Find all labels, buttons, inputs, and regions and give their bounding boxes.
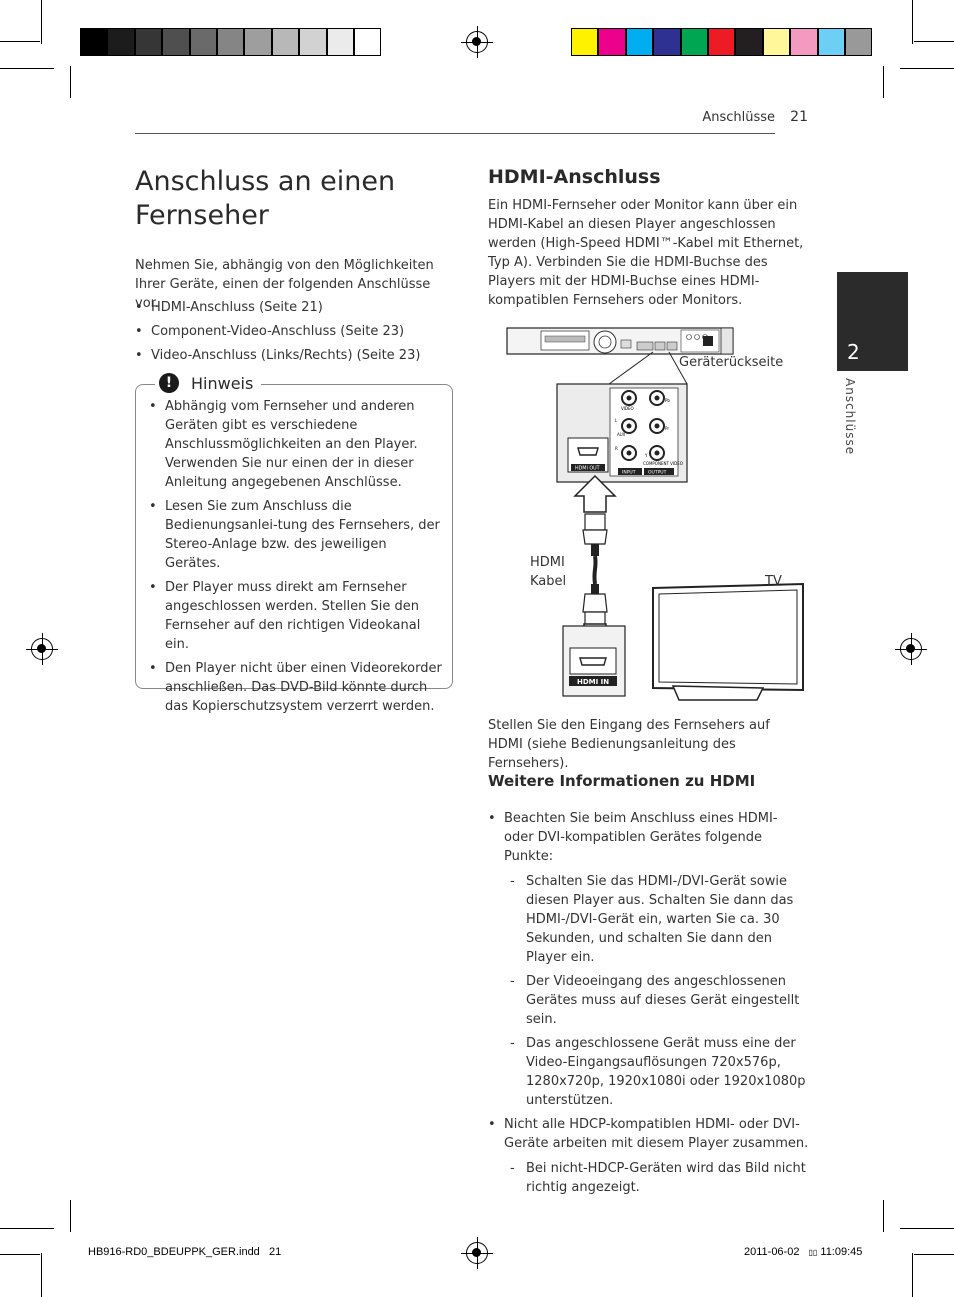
chapter-label: Anschlüsse [843, 378, 857, 456]
color-swatch [80, 28, 107, 56]
header-section: Anschlüsse [702, 110, 775, 125]
warning-icon: ! [159, 373, 179, 393]
color-swatch [598, 28, 625, 56]
list-item: • Beachten Sie beim Anschluss eines HDMI- oder DVI-kompatiblen Gerätes folgende Punkte: - Schalten Sie das HDMI-/DVI-Gerät sowie diesen Player aus. Schalten Sie dann das HDMI-/DVI-Gerät ein, warten Sie ca. 30 Sekunden, und schalten Sie dann den Player ein. - Der Videoeingang des angeschlossenen Gerätes muss auf dieses Gerät eingestellt sein. - Das angeschlossene Gerät muss eine der Video-Eingangsauflösungen 720x576p, 1280x720p, 1920x1080i oder 1920x1080p unterstützen. [488, 809, 810, 1110]
color-swatch [708, 28, 735, 56]
port-video-label: VIDEO [621, 406, 634, 411]
list-item: • Nicht alle HDCP-kompatiblen HDMI- oder DVI-Geräte arbeiten mit diesem Player zusammen. - Bei nicht-HDCP-Geräten wird das Bild nicht richtig angezeigt. [488, 1115, 810, 1197]
registration-mark-top-icon [466, 31, 488, 53]
chapter-tab [837, 272, 908, 371]
color-swatch [299, 28, 326, 56]
list-item: • Component-Video-Anschluss (Seite 23) [135, 322, 455, 341]
port-hdmi-in-label: HDMI IN [577, 678, 610, 686]
registration-mark-bottom-icon [466, 1242, 488, 1264]
jack-pb-label: Pb [665, 398, 670, 403]
chapter-number: 2 [847, 340, 860, 364]
list-item: • Video-Anschluss (Links/Rechts) (Seite 23) [135, 346, 455, 365]
list-item: • Den Player nicht über einen Videorekorder anschließen. Das DVD-Bild könnte durch das Kopierschutzsystem verzerrt werden. [149, 659, 444, 716]
list-item: • Abhängig vom Fernseher und anderen Geräten gibt es verschiedene Anschlussmöglichkeiten an den Player. Verwenden Sie nur einen der in dieser Anleitung angegebenen Anschlüsse. [149, 397, 444, 492]
sub-list-item: - Das angeschlossene Gerät muss eine der Video-Eingangsauflösungen 720x576p, 1280x720p, 1920x1080i oder 1920x1080p unterstützen. [504, 1034, 810, 1110]
color-swatch [653, 28, 680, 56]
port-component-label: COMPONENT VIDEO [643, 461, 683, 466]
more-info-heading: Weitere Informationen zu HDMI [488, 772, 756, 790]
color-swatch [626, 28, 653, 56]
jack-r-label: R [615, 446, 618, 451]
intro-text: Nehmen Sie, abhängig von den Möglichkeiten Ihrer Geräte, einen der folgenden Anschlüsse vor. [135, 258, 434, 311]
jack-pr-label: Pr [665, 426, 669, 431]
sub-list-item: - Bei nicht-HDCP-Geräten wird das Bild nicht richtig angezeigt. [504, 1159, 810, 1197]
note-title: Hinweis [191, 373, 254, 393]
more-info-list [488, 809, 810, 1202]
header-page-number: 21 [790, 109, 808, 125]
list-item: • HDMI-Anschluss (Seite 21) [135, 298, 455, 317]
hdmi-connection-diagram [505, 322, 805, 702]
hdmi-heading: HDMI-Anschluss [488, 166, 661, 188]
after-figure-text: Stellen Sie den Eingang des Fernsehers auf HDMI (siehe Bedienungsanleitung des Fernsehers). [488, 718, 770, 771]
sub-list-item: - Der Videoeingang des angeschlossenen Gerätes muss auf dieses Gerät eingestellt sein. [504, 972, 810, 1029]
footer-file: HB916-RD0_BDEUPPK_GER.indd 21 [88, 1246, 282, 1258]
list-item: • Lesen Sie zum Anschluss die Bedienungsanlei-tung des Fernsehers, der Stereo-Anlage bzw. des jeweiligen Gerätes. [149, 497, 444, 573]
header-rule [135, 133, 775, 134]
color-swatch [190, 28, 217, 56]
label-tv: TV [765, 574, 782, 589]
color-swatch [162, 28, 189, 56]
note-list [149, 397, 444, 721]
color-swatch [244, 28, 271, 56]
color-swatch [272, 28, 299, 56]
color-swatch [135, 28, 162, 56]
color-swatch [735, 28, 762, 56]
color-swatch [327, 28, 354, 56]
color-swatch [681, 28, 708, 56]
color-swatch [790, 28, 817, 56]
port-input-label: INPUT [622, 470, 636, 476]
label-cable-line1: HDMI [530, 555, 565, 570]
page-title: Anschluss an einen Fernseher [135, 166, 396, 231]
color-swatch [217, 28, 244, 56]
player-zoom-panel [557, 384, 687, 482]
note-header [155, 370, 261, 396]
label-cable-line2: Kabel [530, 574, 567, 589]
connection-list [135, 298, 455, 370]
port-hdmi-out-label: HDMI OUT [575, 466, 600, 472]
color-swatch [845, 28, 872, 56]
color-swatch [354, 28, 381, 56]
registration-mark-left-icon [31, 638, 53, 660]
color-swatch [763, 28, 790, 56]
hdmi-cable [583, 514, 607, 626]
footer-date: 2011-06-02 [744, 1246, 800, 1258]
sub-list-item: - Schalten Sie das HDMI-/DVI-Gerät sowie diesen Player aus. Schalten Sie dann das HDMI-/DVI-Gerät ein, warten Sie ca. 30 Sekunden, und schalten Sie dann den Player ein. [504, 872, 810, 967]
port-output-label: OUTPUT [648, 470, 667, 476]
port-aux-label: AUX [617, 432, 626, 437]
footer-timestamp [744, 1246, 862, 1258]
player-rear [507, 328, 733, 354]
footer-time-glyph: ▯▯ [808, 1248, 818, 1257]
hdmi-text: Ein HDMI-Fernseher oder Monitor kann über ein HDMI-Kabel an diesen Player angeschlossen werden (High-Speed HDMI™-Kabel mit Ethernet, Typ A). Verbinden Sie die HDMI-Buchse des Players mit der HDMI-Buchse eines HDMI-kompatiblen Fernsehers oder Monitors. [488, 198, 804, 308]
registration-mark-right-icon [900, 638, 922, 660]
running-header [135, 106, 808, 136]
color-swatch [107, 28, 134, 56]
list-item: • Der Player muss direkt am Fernseher angeschlossen werden. Stellen Sie den Fernseher auf den richtigen Videokanal ein. [149, 578, 444, 654]
color-swatch [818, 28, 845, 56]
color-swatch [571, 28, 598, 56]
label-rear: Geräterückseite [679, 355, 784, 370]
jack-y-label: Y [645, 453, 648, 458]
footer-time: 11:09:45 [820, 1246, 863, 1258]
jack-l-label: L [615, 418, 618, 423]
